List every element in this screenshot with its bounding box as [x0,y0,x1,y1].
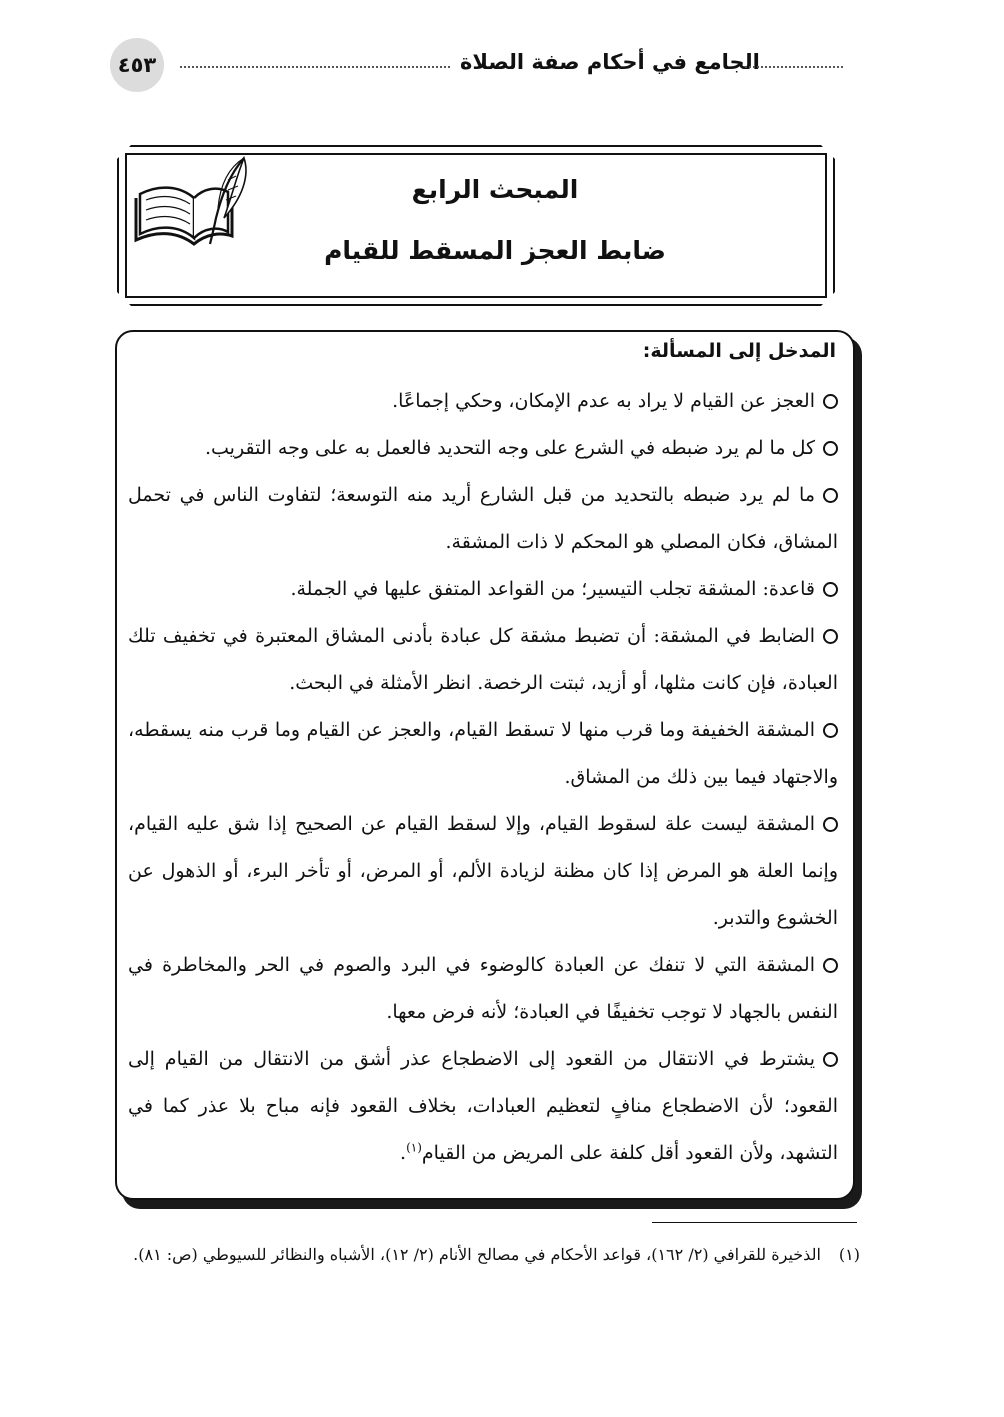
footnote-separator [652,1222,857,1223]
summary-point: الضابط في المشقة: أن تضبط مشقة كل عبادة بأدنى المشاق المعتبرة في تخفيف تلك العبادة، فإن كانت مثلها، أو أزيد، ثبتت الرخصة. انظر الأمثلة في البحث. [128,625,838,694]
section-subtitle: ضابط العجز المسقط للقيام [324,236,666,265]
circle-bullet-icon [823,582,838,597]
summary-point: العجز عن القيام لا يراد به عدم الإمكان، وحكي إجماعًا. [128,378,838,425]
summary-points [128,378,838,1177]
circle-bullet-icon [823,958,838,973]
footnote-text: الذخيرة للقرافي (٢/ ١٦٢)، قواعد الأحكام في مصالح الأنام (٢/ ١٢)، الأشباه والنظائر للسيوطي (ص: ٨١). [133,1245,821,1264]
circle-bullet-icon [823,441,838,456]
footnote-reference[interactable]: (١) [406,1140,422,1155]
book-quill-icon [132,156,252,248]
summary-point: قاعدة: المشقة تجلب التيسير؛ من القواعد المتفق عليها في الجملة. [128,566,838,613]
header-dotted-leader-left [180,66,450,68]
running-head: الجامع في أحكام صفة الصلاة [460,50,760,74]
circle-bullet-icon [823,488,838,503]
footnote-number: (١) [838,1245,860,1264]
circle-bullet-icon [823,817,838,832]
summary-point: المشقة ليست علة لسقوط القيام، وإلا لسقط القيام عن الصحيح إذا شق عليه القيام، وإنما العلة هو المرض إذا كان مظنة لزيادة الألم، أو المرض، أو تأخر البرء، أو الذهول عن الخشوع والتدبر. [128,813,838,929]
summary-point: يشترط في الانتقال من القعود إلى الاضطجاع عذر أشق من الانتقال من القيام إلى القعود؛ لأن الاضطجاع منافٍ لتعظيم العبادات، بخلاف القعود فإنه مباح بلا عذر كما في التشهد، ولأن القعود أقل كلفة على المريض من القيام$^{(١)}$. [128,1048,838,1164]
circle-bullet-icon [823,1052,838,1067]
circle-bullet-icon [823,394,838,409]
summary-point: ما لم يرد ضبطه بالتحديد من قبل الشارع أريد منه التوسعة؛ لتفاوت الناس في تحمل المشاق، فكان المصلي هو المحكم لا ذات المشقة. [128,484,838,553]
circle-bullet-icon [823,629,838,644]
entry-label: المدخل إلى المسألة: [642,340,836,362]
page-header [110,38,845,100]
summary-point: كل ما لم يرد ضبطه في الشرع على وجه التحديد فالعمل به على وجه التقريب. [128,425,838,472]
summary-point: المشقة التي لا تنفك عن العبادة كالوضوء في البرد والصوم في الحر والمخاطرة في النفس بالجهاد لا توجب تخفيفًا في العبادة؛ لأنه فرض معها. [128,954,838,1023]
summary-point: المشقة الخفيفة وما قرب منها لا تسقط القيام، والعجز عن القيام وما قرب منه يسقطه، والاجتهاد فيما بين ذلك من المشاق. [128,719,838,788]
section-title: المبحث الرابع [411,175,579,204]
circle-bullet-icon [823,723,838,738]
footnote [118,1238,860,1272]
page-number: ٤٥٣ [110,38,164,92]
header-dotted-leader-right [745,66,843,68]
